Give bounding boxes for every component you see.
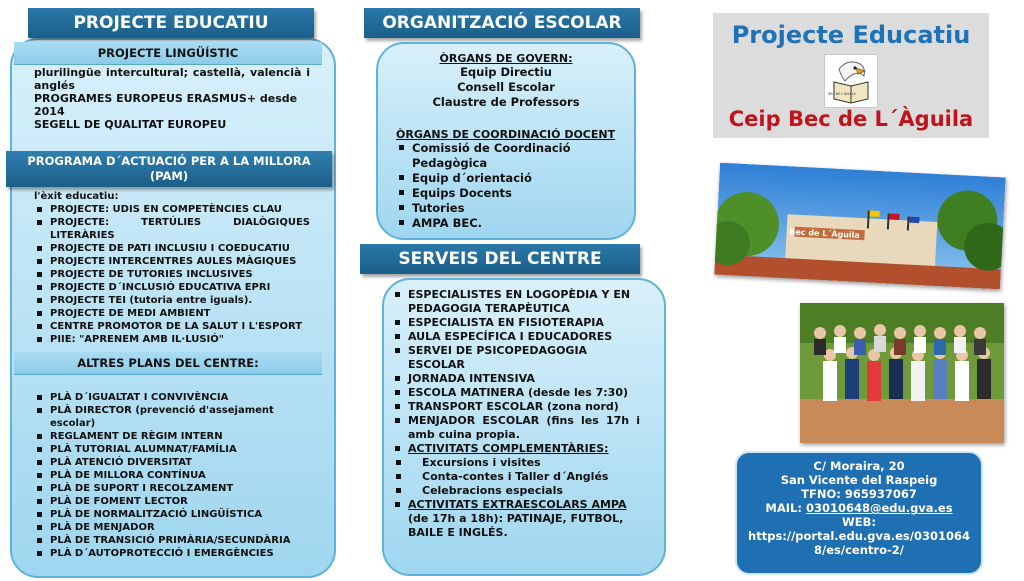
- servei-item: ESCOLA MATINERA (desde les 7:30): [392, 386, 640, 400]
- contact-web-label: WEB:: [842, 515, 876, 529]
- square-bullet-icon: [396, 474, 401, 479]
- plan-item: PLÀ ATENCIÓ DIVERSITAT: [34, 456, 310, 469]
- servei-item: SERVEI DE PSICOPEDAGOGIA ESCOLAR: [392, 344, 640, 372]
- organitzacio-header: ORGANITZACIÓ ESCOLAR: [364, 8, 640, 38]
- pam-title: PROGRAMA D´ACTUACIÓ PER A LA MILLORA (PAM): [6, 151, 332, 187]
- servei-item: ESPECIALISTES EN LOGOPÈDIA Y EN PEDAGOGIA TERAPÈUTICA: [392, 288, 640, 316]
- servei-item: TRANSPORT ESCOLAR (zona nord): [392, 400, 640, 414]
- pam-item: PIIE: "APRENEM AMB IL·LUSIÓ": [34, 333, 310, 346]
- plan-item: PLÀ TUTORIAL ALUMNAT/FAMÍLIA: [34, 443, 310, 456]
- extraescolars-title: ACTIVITATS EXTRAESCOLARS AMPA: [408, 498, 627, 511]
- school-name: Ceip Bec de L´Àguila: [728, 107, 974, 131]
- extraescolars-block: [392, 498, 640, 540]
- plan-item: PLÀ DE FOMENT LECTOR: [34, 495, 310, 508]
- complementaria-label: Conta-contes i Taller d´Anglés: [422, 470, 609, 483]
- govern-item: Consell Escolar: [457, 80, 555, 94]
- contact-mail-row: [737, 501, 981, 515]
- plan-item: PLÀ D´IGUALTAT I CONVIVÈNCIA: [34, 391, 310, 404]
- complementaries-list: [392, 456, 640, 498]
- govern-title: ÒRGANS DE GOVERN:: [439, 52, 573, 65]
- complementaries-title: ACTIVITATS COMPLEMENTÀRIES:: [392, 442, 640, 456]
- plans-list: [34, 391, 310, 560]
- coord-title: ÒRGANS DE COORDINACIÓ DOCENT: [396, 128, 616, 141]
- extraescolars-text: (de 17h a 18h): PATINAJE, FUTBOL, BAILE E INGLÉS.: [408, 512, 624, 539]
- pam-item: PROJECTE D´INCLUSIÓ EDUCATIVA EPRI: [34, 281, 310, 294]
- linguistic-line: PROGRAMES EUROPEUS ERASMUS+ desde 2014: [34, 92, 298, 118]
- complementaria-item: [392, 470, 640, 484]
- coord-item: Equips Docents: [396, 186, 626, 201]
- plan-item: PLÀ D´AUTOPROTECCIÓ I EMERGÈNCIES: [34, 547, 310, 560]
- pam-item: PROJECTE: UDIS EN COMPETÈNCIES CLAU: [34, 203, 310, 216]
- eagle-book-logo-icon: [825, 55, 877, 107]
- coord-item: AMPA BEC.: [396, 216, 626, 231]
- pam-item: PROJECTE TEI (tutoria entre iguals).: [34, 294, 310, 307]
- school-building-illustration: [714, 163, 1005, 290]
- govern-item: Claustre de Professors: [432, 95, 580, 109]
- square-bullet-icon: [396, 460, 401, 465]
- plan-item: PLÀ DE NORMALITZACIÓ LINGÜÍSTICA: [34, 508, 310, 521]
- staff-group-illustration: [800, 303, 1004, 443]
- school-building-photo: [714, 163, 1005, 290]
- pam-list: [34, 203, 310, 346]
- pam-item: PROJECTE INTERCENTRES AULES MÀGIQUES: [34, 255, 310, 268]
- title-card: [713, 13, 989, 138]
- servei-item: AULA ESPECÍFICA I EDUCADORES: [392, 330, 640, 344]
- linguistic-title: PROJECTE LINGÜÍSTIC: [14, 42, 322, 65]
- pam-content: [34, 190, 310, 346]
- serveis-header: SERVEIS DEL CENTRE: [360, 244, 640, 274]
- pam-item: PROJECTE DE PATI INCLUSIU I COEDUCATIU: [34, 242, 310, 255]
- contact-mail-link[interactable]: 03010648@edu.gva.es: [805, 501, 953, 515]
- logo-book-text: BEC DE L'ÀGUILA: [828, 92, 856, 96]
- complementaria-item: [392, 456, 640, 470]
- coord-list: [396, 141, 626, 231]
- contact-city: San Vicente del Raspeig: [780, 473, 938, 487]
- serveis-panel: [382, 278, 666, 576]
- staff-group-photo: [800, 303, 1004, 443]
- plans-content: [34, 391, 310, 560]
- contact-web-link[interactable]: https://portal.edu.gva.es/03010648/es/centro-2/: [748, 529, 970, 557]
- contact-mail-label: MAIL:: [765, 501, 806, 515]
- complementaria-label: Celebracions especials: [422, 484, 563, 497]
- pam-item: PROJECTE: TERTÚLIES DIALÒGIQUES LITERÀRIES: [34, 216, 310, 242]
- govern-item: Equip Directiu: [460, 65, 552, 79]
- plans-title: ALTRES PLANS DEL CENTRE:: [14, 352, 322, 375]
- complementaria-item: [392, 484, 640, 498]
- projecte-educatiu-header: PROJECTE EDUCATIU: [28, 8, 314, 38]
- servei-item: ESPECIALISTA EN FISIOTERAPIA: [392, 316, 640, 330]
- coord-item: Tutories: [396, 201, 626, 216]
- square-bullet-icon: [395, 502, 400, 507]
- serveis-list: [392, 288, 640, 456]
- pam-intro: l'èxit educatiu:: [34, 191, 119, 202]
- servei-item: MENJADOR ESCOLAR (fins les 17h i amb cuina propia.: [392, 414, 640, 442]
- pam-item: PROJECTE DE MEDI AMBIENT: [34, 307, 310, 320]
- plan-item: PLÀ DIRECTOR (prevenció d'assejament escolar): [34, 404, 310, 430]
- square-bullet-icon: [396, 488, 401, 493]
- servei-item: JORNADA INTENSIVA: [392, 372, 640, 386]
- pam-item: CENTRE PROMOTOR DE LA SALUT I L'ESPORT: [34, 320, 310, 333]
- school-logo: [824, 54, 878, 108]
- organitzacio-panel: [376, 42, 636, 240]
- plan-item: PLÀ DE SUPORT I RECOLZAMENT: [34, 482, 310, 495]
- linguistic-line: plurilingüe intercultural; castellà, valencià i anglés: [34, 66, 310, 92]
- coord-item: Equip d´orientació: [396, 171, 626, 186]
- pam-item: PROJECTE DE TUTORIES INCLUSIVES: [34, 268, 310, 281]
- linguistic-content: [34, 66, 310, 131]
- coord-item: Comissió de Coordinació Pedagògica: [396, 141, 626, 171]
- contact-card: [735, 451, 983, 575]
- linguistic-line: SEGELL DE QUALITAT EUROPEU: [34, 118, 227, 131]
- contact-phone: TFNO: 965937067: [801, 487, 917, 501]
- photo-sign-text: Bec de L´Àguila: [789, 227, 861, 240]
- plan-item: PLÀ DE MENJADOR: [34, 521, 310, 534]
- contact-address: C/ Moraira, 20: [813, 459, 905, 473]
- complementaria-label: Excursions i visites: [422, 456, 541, 469]
- plan-item: PLÀ DE MILLORA CONTÍNUA: [34, 469, 310, 482]
- plan-item: REGLAMENT DE RÈGIM INTERN: [34, 430, 310, 443]
- page-title: Projecte Educatiu: [731, 21, 971, 49]
- plan-item: PLÀ DE TRANSICIÓ PRIMÀRIA/SECUNDÀRIA: [34, 534, 310, 547]
